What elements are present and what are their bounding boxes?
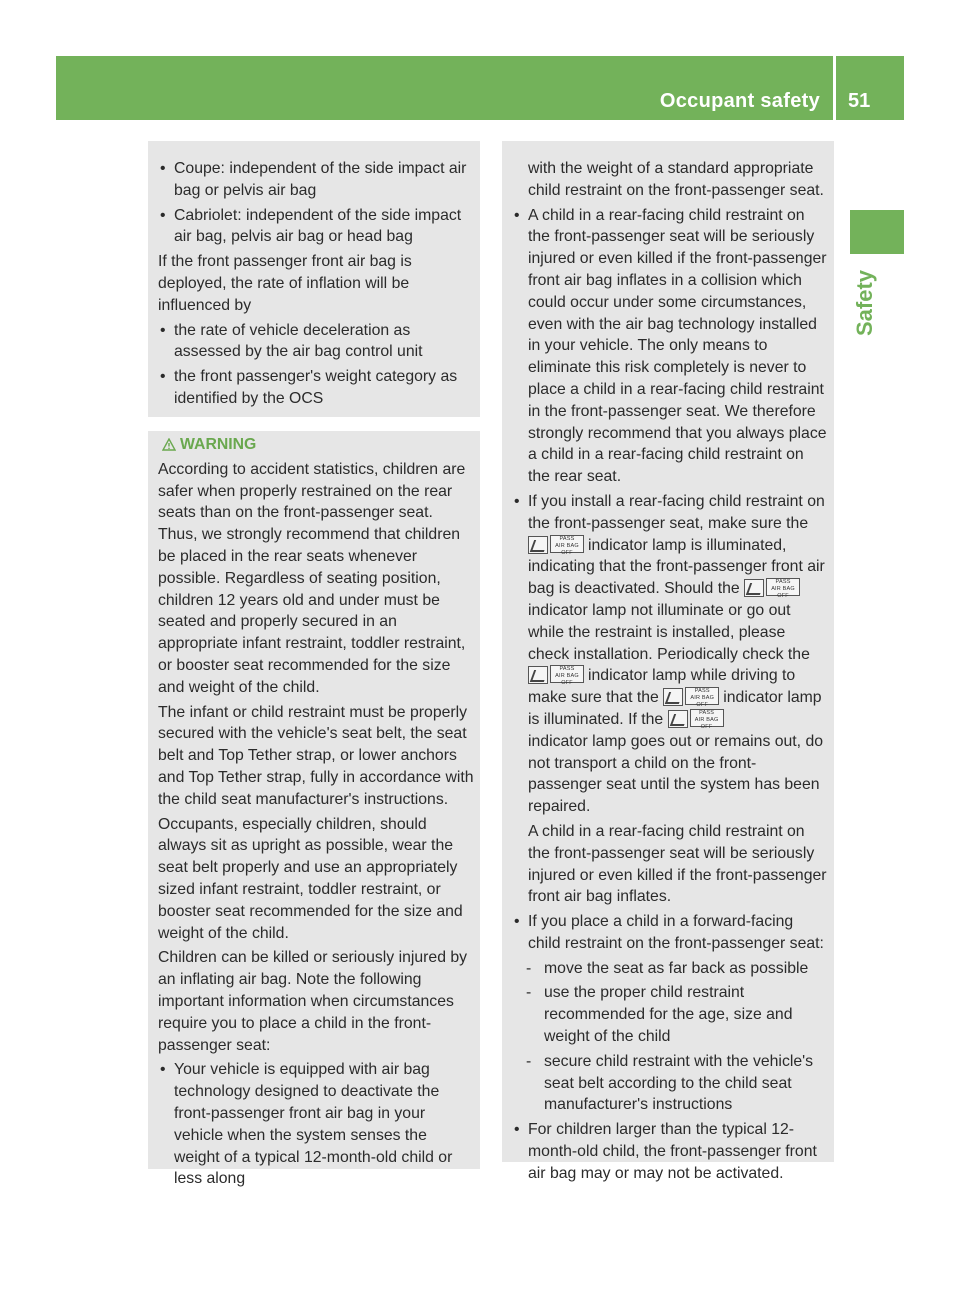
paragraph: If the front passenger front air bag is deployed, the rate of inflation will be influenced by	[158, 253, 412, 314]
list-item: • If you install a rear-facing child restraint on the front-passenger seat, make sure the PASS AIR BAG OFF indicator lamp is illuminated, indicating that the front-passenger front air bag is deactivated. Should the PASS AIR BAG OFF indicator lamp not illuminate or go out while the restraint is installed, please check installation. Periodically check the PASS AIR BAG OFF indicator lamp while driving to make sure that the PASS AIR BAG OFF indicator lamp is illuminated. If the PASS AIR BAG OFF indicator lamp goes out or remains out, do not transport a child on the front-passenger seat until the system has been repaired.	[514, 492, 825, 816]
list-item: • Your vehicle is equipped with air bag technology designed to deactivate the front-passenger front air bag in your vehicle when the system senses the weight of a typical 12-month-old child or less along	[160, 1061, 453, 1188]
paragraph: A child in a rear-facing child restraint on the front-passenger seat will be seriously injured or even killed if the front-passenger front air bag inflates.	[528, 822, 827, 906]
column-1-text	[158, 158, 474, 413]
warning-triangle-icon	[162, 434, 180, 456]
dash-item: - secure child restraint with the vehicle's seat belt according to the child seat manufacturer's instructions	[526, 1052, 814, 1114]
section-tab-text: Safety	[852, 269, 877, 336]
list-item: • the rate of vehicle deceleration as assessed by the air bag control unit	[160, 321, 423, 361]
column-2-text	[158, 434, 474, 1193]
warning-heading: WARNING	[158, 434, 474, 456]
paragraph: with the weight of a standard appropriate child restraint on the front-passenger seat.	[528, 160, 824, 199]
airbag-off-indicator-icon: PASS AIR BAG OFF	[550, 535, 584, 553]
list-item: • Coupe: independent of the side impact air bag or pelvis air bag	[160, 160, 467, 199]
passenger-icon	[528, 666, 548, 684]
airbag-off-indicator-icon: PASS AIR BAG OFF	[690, 709, 724, 727]
dash-item: - use the proper child restraint recommended for the age, size and weight of the child	[526, 984, 793, 1046]
list-item: • If you place a child in a forward-facing child restraint on the front-passenger seat:	[514, 913, 824, 952]
paragraph: Children can be killed or seriously injured by an inflating air bag. Note the following important information when circumstances require you to place a child in the front-passenger seat:	[158, 949, 468, 1054]
dash-item: - move the seat as far back as possible	[526, 959, 809, 977]
list-item: • the front passenger's weight category as identified by the OCS	[160, 368, 458, 407]
section-tab-block	[850, 210, 904, 254]
header-bar	[56, 56, 904, 120]
paragraph: Occupants, especially children, should always sit as upright as possible, wear the seat belt properly and use an appropriately sized infant restraint, toddler restraint, or booster seat recommended for the size and weight of the child.	[158, 815, 463, 942]
passenger-icon	[528, 536, 548, 554]
airbag-off-indicator-icon: PASS AIR BAG OFF	[550, 665, 584, 683]
passenger-icon	[668, 710, 688, 728]
airbag-off-indicator-icon: PASS AIR BAG OFF	[766, 578, 800, 596]
paragraph: According to accident statistics, children are safer when properly restrained on the rear seats than on the front-passenger seat. Thus, we strongly recommend that children be placed in the rear seats whenever possible. Regardless of seating position, children 12 years old and under must be seated and properly secured in an appropriate infant restraint, toddler restraint, or booster seat recommended for the size and weight of the child.	[158, 460, 466, 696]
list-item: • For children larger than the typical 12-month-old child, the front-passenger front air bag may or may not be activated.	[514, 1121, 817, 1182]
column-3-text	[512, 158, 828, 1188]
airbag-off-indicator-icon: PASS AIR BAG OFF	[685, 687, 719, 705]
list-item: • A child in a rear-facing child restraint on the front-passenger seat will be seriously injured or even killed if the front-passenger front air bag inflates in a collision which could occur under some circumstances, even with the air bag technology installed in your vehicle. The only means to eliminate this risk completely is never to place a child in a rear-facing child restraint in the front-passenger seat. We therefore strongly recommend that you always place a child in a rear-facing child restraint on the rear seat.	[514, 206, 827, 486]
passenger-icon	[663, 688, 683, 706]
page-title: Occupant safety	[659, 90, 820, 112]
header-divider	[833, 56, 836, 120]
list-item: • Cabriolet: independent of the side impact air bag, pelvis air bag or head bag	[160, 206, 462, 246]
page-number: 51	[848, 90, 871, 112]
paragraph: The infant or child restraint must be properly secured with the vehicle's seat belt, the seat belt and Top Tether strap, or lower anchors and Top Tether strap, fully in accordance with the child seat manufacturer's instructions.	[158, 703, 474, 808]
passenger-icon	[744, 579, 764, 597]
section-tab-label	[844, 260, 880, 340]
